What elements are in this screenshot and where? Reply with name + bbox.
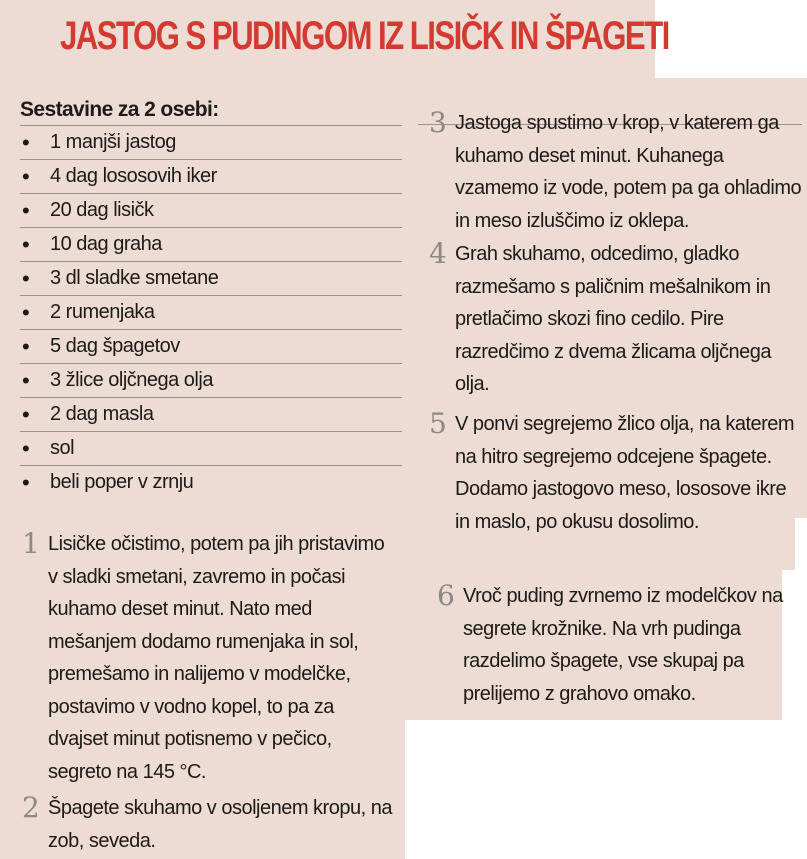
step-text: Lisičke očistimo, potem pa jih pristavimo v sladki smetani, zavremo in počasi kuhamo deset minut. Nato med mešanjem dodamo rumenjaka in sol, premešamo in nalijemo v modelčke, postavimo v vodno kopel, to pa za dvajset minut potisnemo v pečico, segreto na 145 °C. bbox=[48, 533, 385, 783]
ingredient-item bbox=[20, 466, 402, 499]
bullet-icon: • bbox=[22, 198, 30, 223]
step-number: 1 bbox=[22, 527, 40, 560]
bullet-icon: • bbox=[22, 334, 30, 359]
step-text: Vroč puding zvrnemo iz modelčkov na segrete krožnike. Na vrh pudinga razdelimo špagete, vse skupaj pa prelijemo z grahovo omako. bbox=[463, 585, 783, 705]
step-6 bbox=[437, 579, 793, 710]
ingredient-text: sol bbox=[50, 437, 75, 459]
ingredients-list bbox=[20, 125, 402, 499]
ingredient-text: 3 žlice oljčnega olja bbox=[50, 369, 213, 391]
step-text: Grah skuhamo, odcedimo, gladko razmešamo s paličnim mešalnikom in pretlačimo skozi fino cedilo. Pire razredčimo z dvema žlicama oljčnega olja. bbox=[455, 243, 771, 395]
step-number: 3 bbox=[429, 106, 447, 139]
step-number: 4 bbox=[429, 237, 447, 270]
ingredients-section bbox=[20, 95, 402, 499]
bullet-icon: • bbox=[22, 130, 30, 155]
step-2 bbox=[22, 791, 398, 857]
ingredient-item bbox=[20, 262, 402, 296]
step-text: Špagete skuhamo v osoljenem kropu, na zob, seveda. bbox=[48, 797, 392, 852]
ingredient-item bbox=[20, 125, 402, 160]
ingredient-text: 2 dag masla bbox=[50, 403, 154, 425]
ingredient-item bbox=[20, 160, 402, 194]
ingredient-item bbox=[20, 398, 402, 432]
bullet-icon: • bbox=[22, 402, 30, 427]
step-text: V ponvi segrejemo žlico olja, na katerem na hitro segrejemo odcejene špagete. Dodamo jastogovo meso, lososove ikre in maslo, po okusu dosolimo. bbox=[455, 413, 795, 533]
bullet-icon: • bbox=[22, 470, 30, 495]
ingredient-item bbox=[20, 228, 402, 262]
ingredient-text: 1 manjši jastog bbox=[50, 131, 176, 153]
ingredients-heading: Sestavine za 2 osebi: bbox=[20, 98, 219, 121]
ingredient-text: 5 dag špagetov bbox=[50, 335, 180, 357]
bullet-icon: • bbox=[22, 300, 30, 325]
bullet-icon: • bbox=[22, 266, 30, 291]
ingredient-text: 3 dl sladke smetane bbox=[50, 267, 219, 289]
step-number: 5 bbox=[429, 407, 447, 440]
bullet-icon: • bbox=[22, 368, 30, 393]
ingredient-text: 4 dag lososovih iker bbox=[50, 165, 217, 187]
ingredient-item bbox=[20, 364, 402, 398]
ingredient-item bbox=[20, 296, 402, 330]
bullet-icon: • bbox=[22, 436, 30, 461]
step-number: 6 bbox=[437, 579, 455, 612]
ingredient-text: 10 dag graha bbox=[50, 233, 162, 255]
ingredient-text: 20 dag lisičk bbox=[50, 199, 154, 221]
ingredient-text: beli poper v zrnju bbox=[50, 471, 194, 493]
step-3 bbox=[429, 106, 805, 237]
bullet-icon: • bbox=[22, 164, 30, 189]
recipe-title: JASTOG S PUDINGOM IZ LISIČK IN ŠPAGETI bbox=[60, 14, 669, 58]
step-1 bbox=[22, 527, 398, 788]
bullet-icon: • bbox=[22, 232, 30, 257]
step-number: 2 bbox=[22, 791, 40, 824]
step-5 bbox=[429, 407, 800, 538]
step-4 bbox=[429, 237, 800, 401]
ingredient-item bbox=[20, 330, 402, 364]
ingredient-item bbox=[20, 194, 402, 228]
ingredient-text: 2 rumenjaka bbox=[50, 301, 155, 323]
step-text: Jastoga spustimo v krop, v katerem ga kuhamo deset minut. Kuhanega vzamemo iz vode, potem pa ga ohladimo in meso izluščimo iz oklepa. bbox=[455, 112, 802, 232]
ingredient-item bbox=[20, 432, 402, 466]
